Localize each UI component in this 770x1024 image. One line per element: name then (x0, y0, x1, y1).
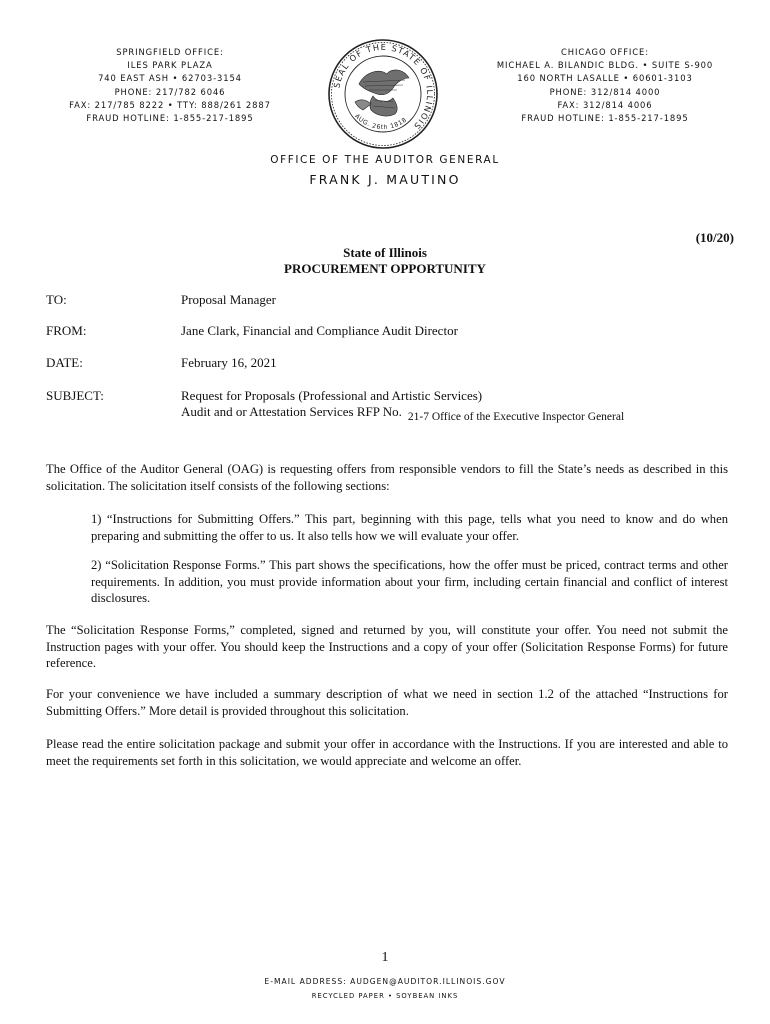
intro-paragraph: The Office of the Auditor General (OAG) is requesting offers from responsible vendors to fill the State’s needs as described in this solicitation. The solicitation itself consists of the following sections: (46, 462, 728, 493)
chicago-line: CHICAGO OFFICE: (561, 47, 649, 57)
from-label: FROM: (46, 323, 87, 338)
springfield-line: PHONE: 217/782 6046 (114, 86, 226, 97)
springfield-office-address (50, 46, 290, 125)
subject-rfp-label: Audit and or Attestation Services RFP No. (181, 404, 402, 419)
from-value: Jane Clark, Financial and Compliance Audit Director (181, 323, 458, 338)
document-title: PROCUREMENT OPPORTUNITY (284, 261, 486, 276)
convenience-paragraph: For your convenience we have included a summary description of what we need in section 1.2 of the attached “Instructions for Submitting Offers.” More detail is provided throughout this solicitation. (46, 687, 728, 718)
chicago-line: FAX: 312/814 4006 (557, 99, 653, 110)
seal-ring-text: SEAL OF THE STATE OF ILLINOIS (331, 41, 436, 133)
springfield-line: FAX: 217/785 8222 • TTY: 888/261 2887 (69, 99, 271, 110)
springfield-line: SPRINGFIELD OFFICE: (116, 47, 224, 57)
date-value: February 16, 2021 (181, 355, 277, 370)
auditor-general-name: FRANK J. MAUTINO (309, 172, 461, 187)
rfp-number: 21-7 Office of the Executive Inspector General (407, 411, 625, 423)
springfield-line: ILES PARK PLAZA (127, 60, 213, 71)
subject-label: SUBJECT: (46, 388, 104, 403)
illinois-state-seal (327, 38, 439, 150)
chicago-line: MICHAEL A. BILANDIC BLDG. • SUITE S-900 (496, 60, 714, 71)
to-label: TO: (46, 292, 67, 307)
to-value: Proposal Manager (181, 292, 276, 307)
page-number: 1 (381, 950, 389, 965)
closing-paragraph: Please read the entire solicitation package and submit your offer in accordance with the Instructions. If you are interested and able to meet the requirements set forth in this solicitation, we would appreciate and welcome an offer. (46, 737, 728, 768)
subject-line-1: Request for Proposals (Professional and Artistic Services) (181, 388, 483, 403)
chicago-line: 160 NORTH LASALLE • 60601-3103 (517, 73, 693, 84)
list-item-response-forms: 2) “Solicitation Response Forms.” This part shows the specifications, how the offer must be priced, contract terms and other requirements. In addition, you must provide information about your firm, including certain financial and conflict of interest disclosures. (91, 558, 728, 606)
chicago-line: PHONE: 312/814 4000 (549, 86, 661, 97)
date-label: DATE: (46, 355, 83, 370)
list-item-instructions: 1) “Instructions for Submitting Offers.” This part, beginning with this page, tells what you need to know and do when preparing and submitting the offer to us. It also tells how we will evaluate your offer. (91, 512, 728, 543)
springfield-line: FRAUD HOTLINE: 1-855-217-1895 (86, 113, 254, 124)
footer-recycled-note: RECYCLED PAPER • SOYBEAN INKS (311, 992, 459, 1000)
chicago-office-address (470, 46, 740, 125)
seal-date-text: AUG. 26th 1818 (353, 112, 409, 132)
chicago-line: FRAUD HOTLINE: 1-855-217-1895 (521, 113, 689, 124)
forms-paragraph: The “Solicitation Response Forms,” completed, signed and returned by you, will constitute your offer. You need not submit the Instruction pages with your offer. You should keep the Instructions and a copy of your offer (Solicitation Response Forms) for future reference. (46, 623, 728, 671)
footer-email: E-MAIL ADDRESS: AUDGEN@AUDITOR.ILLINOIS.GOV (264, 977, 506, 986)
springfield-line: 740 EAST ASH • 62703-3154 (98, 73, 242, 84)
form-code: (10/20) (695, 230, 734, 245)
office-name: OFFICE OF THE AUDITOR GENERAL (270, 154, 500, 166)
subject-line-2 (181, 404, 625, 423)
state-heading: State of Illinois (343, 245, 427, 260)
